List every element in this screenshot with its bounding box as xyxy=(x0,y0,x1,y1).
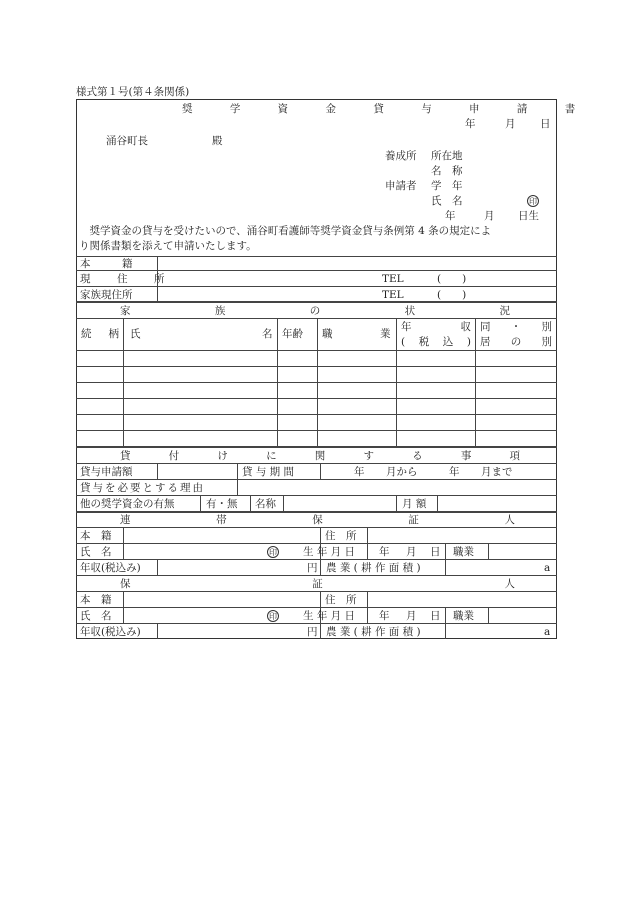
institution-location-label: 所在地 xyxy=(431,150,463,162)
joint-guarantor-farming-label: 農 業 ( 耕 作 面 積 ) xyxy=(326,562,421,574)
family-col-job-right: 業 xyxy=(380,328,391,340)
registry-tel-label: TEL xyxy=(382,273,404,285)
body-text-line1: 奨学資金の貸与を受けたいので、涌谷町看護師等奨学資金貸与条例第 4 条の規定によ xyxy=(79,225,492,237)
applicant-seal: 印 xyxy=(529,197,537,206)
guarantor-farming-label: 農 業 ( 耕 作 面 積 ) xyxy=(326,626,421,638)
joint-guarantor-address-label: 住 所 xyxy=(325,530,357,542)
form-number: 様式第１号(第４条関係) xyxy=(76,86,190,98)
guarantor-income-label: 年収(税込み) xyxy=(80,626,141,638)
family-col-cohab-bottom: 居 の 別 xyxy=(480,336,552,348)
joint-guarantor-name-label: 氏 名 xyxy=(80,546,112,558)
guarantor-seal: 印 xyxy=(269,612,277,621)
applicant-name-label: 氏 名 xyxy=(431,195,463,207)
institution-name-label: 名 称 xyxy=(431,165,463,177)
guarantor-birth-year[interactable]: 年 xyxy=(379,610,390,622)
guarantor-are: a xyxy=(544,626,551,638)
loan-yes-no[interactable]: 有・無 xyxy=(206,498,238,510)
family-rows[interactable] xyxy=(77,351,556,445)
applicant-grade-label: 学 年 xyxy=(431,180,463,192)
loan-to-month[interactable]: 月まで xyxy=(481,466,513,478)
birth-day[interactable]: 日生 xyxy=(518,210,539,222)
date-day[interactable]: 日 xyxy=(540,118,551,130)
loan-heading: 貸 付 け に 関 す る 事 項 xyxy=(120,450,520,462)
addressee-name: 涌谷町長 xyxy=(106,135,148,147)
registry-address-label: 現 住 所 xyxy=(80,273,173,285)
joint-guarantor-income-label: 年収(税込み) xyxy=(80,562,141,574)
joint-guarantor-seal: 印 xyxy=(269,548,277,557)
form-title: 奨 学 資 金 貸 与 申 請 書 xyxy=(182,103,593,115)
family-heading: 家 族 の 状 況 xyxy=(120,305,510,317)
guarantor-name-label: 氏 名 xyxy=(80,610,112,622)
registry-family-tel-label: TEL xyxy=(382,289,404,301)
body-text-line2: り関係書類を添えて申請いたします。 xyxy=(79,240,257,252)
joint-guarantor-yen: 円 xyxy=(307,562,318,574)
joint-guarantor-birth-month[interactable]: 月 xyxy=(406,546,417,558)
joint-guarantor-are: a xyxy=(544,562,551,574)
loan-monthly-label: 月 額 xyxy=(402,498,427,510)
registry-family-tel-paren[interactable]: ( ) xyxy=(437,289,467,301)
guarantor-domicile-label: 本 籍 xyxy=(80,594,112,606)
joint-guarantor-birth-year[interactable]: 年 xyxy=(379,546,390,558)
loan-from-year[interactable]: 年 xyxy=(354,466,365,478)
loan-reason-label: 貸与を必要とする理由 xyxy=(80,482,205,494)
guarantor-birth-day[interactable]: 日 xyxy=(430,610,441,622)
loan-period-label: 貸 与 期 間 xyxy=(242,466,295,478)
family-col-income-bottom: ( 税 込 ) xyxy=(401,336,471,348)
family-col-age: 年齢 xyxy=(282,328,303,340)
loan-to-year[interactable]: 年 xyxy=(449,466,460,478)
guarantor-birth-month[interactable]: 月 xyxy=(406,610,417,622)
birth-year[interactable]: 年 xyxy=(445,210,456,222)
family-col-name-left: 氏 xyxy=(130,328,141,340)
date-month[interactable]: 月 xyxy=(505,118,516,130)
joint-guarantor-domicile-label: 本 籍 xyxy=(80,530,112,542)
guarantor-yen: 円 xyxy=(307,626,318,638)
birth-month[interactable]: 月 xyxy=(484,210,495,222)
family-col-relation: 続 柄 xyxy=(81,328,119,340)
registry-domicile-label: 本 籍 xyxy=(80,258,133,270)
registry-family-address-label: 家族現住所 xyxy=(80,289,133,301)
registry-tel-paren[interactable]: ( ) xyxy=(437,273,467,285)
guarantor-birthdate-label: 生 年 月 日 xyxy=(303,610,356,622)
family-col-income-top: 年 収 xyxy=(401,321,471,333)
date-year[interactable]: 年 xyxy=(465,118,476,130)
guarantor-occupation-label: 職業 xyxy=(453,610,474,622)
family-col-name-right: 名 xyxy=(262,328,273,340)
guarantor-address-label: 住 所 xyxy=(325,594,357,606)
institution-label: 養成所 xyxy=(385,150,417,162)
addressee-honorific: 殿 xyxy=(212,135,223,147)
loan-other-name-label: 名称 xyxy=(255,498,276,510)
loan-amount-label: 貸与申請額 xyxy=(80,466,133,478)
family-col-job-left: 職 xyxy=(322,328,333,340)
guarantor-heading: 保 証 人 xyxy=(120,578,515,590)
loan-other-label: 他の奨学資金の有無 xyxy=(80,498,175,510)
joint-guarantor-birthdate-label: 生 年 月 日 xyxy=(303,546,356,558)
joint-guarantor-occupation-label: 職業 xyxy=(453,546,474,558)
applicant-label: 申請者 xyxy=(385,180,417,192)
joint-guarantor-birth-day[interactable]: 日 xyxy=(430,546,441,558)
family-col-cohab-top: 同 ・ 別 xyxy=(480,321,552,333)
joint-guarantor-heading: 連 帯 保 証 人 xyxy=(120,514,515,526)
loan-from-month[interactable]: 月から xyxy=(386,466,418,478)
